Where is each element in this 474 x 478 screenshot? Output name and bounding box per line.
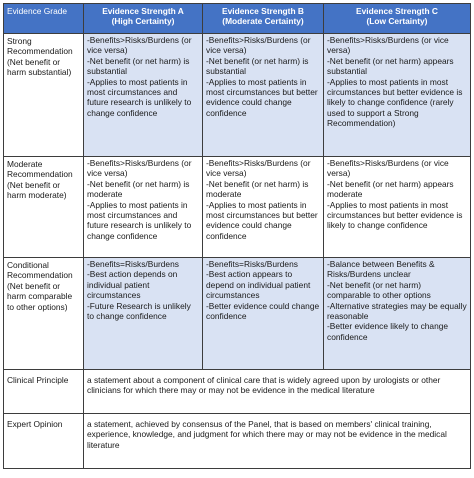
criterion: -Net benefit (or net harm) is substantial (87, 55, 190, 77)
header-evidence-grade (4, 4, 84, 34)
header-title: Evidence Strength C (356, 6, 438, 16)
grade-cell (4, 157, 84, 258)
expert-opinion-label: Expert Opinion (4, 414, 84, 469)
grade-line: harm moderate) (7, 190, 67, 201)
criterion: -Applies to most patients in most circumstances but better evidence is likely to change confidence (rarely used to support a Strong Recommendation) (327, 76, 463, 129)
grade-line: (Net benefit or (7, 179, 61, 190)
header-strength-b (203, 4, 324, 34)
criterion: -Net benefit (or net harm) is moderate (87, 178, 190, 200)
grade-line: (Net benefit or (7, 56, 61, 67)
criterion: -Applies to most patients in most circumstances but better evidence could change confidence (206, 76, 318, 118)
grade-line: Conditional (7, 260, 49, 270)
criterion: -Net benefit (or net harm) comparable to other options (327, 279, 431, 301)
row-clinical-principle (4, 370, 471, 414)
criterion: -Net benefit (or net harm) appears moderate (327, 178, 454, 200)
criterion: -Better evidence could change confidence (206, 300, 320, 322)
header-strength-a (84, 4, 203, 34)
criterion: -Applies to most patients in most circumstances and future research is unlikely to change confidence (87, 76, 192, 118)
header-subtitle: (Low Certainty) (366, 16, 428, 27)
criterion: -Net benefit (or net harm) appears substantial (327, 55, 454, 77)
criterion: -Applies to most patients in most circumstances and future research is unlikely to change confidence (87, 199, 192, 241)
criterion: -Benefits>Risks/Burdens (or vice versa) (206, 35, 311, 56)
criterion: -Benefits>Risks/Burdens (or vice versa) (327, 158, 449, 179)
criterion: -Benefits=Risks/Burdens (206, 259, 298, 269)
grade-line: (Net benefit or (7, 280, 61, 291)
criterion: -Alternative strategies may be equally reasonable (327, 300, 467, 322)
strength-b-cell (203, 34, 324, 157)
header-title: Evidence Strength A (102, 6, 184, 16)
criterion: -Best action depends on individual patient circumstances (87, 269, 178, 301)
criterion: -Best action appears to depend on individual patient circumstances (206, 269, 311, 301)
strength-c-cell (324, 157, 471, 258)
criterion: -Applies to most patients in most circumstances but better evidence is likely to change confidence (327, 199, 463, 231)
grade-line: Moderate (7, 159, 43, 169)
strength-c-cell (324, 258, 471, 370)
strength-a-cell (84, 157, 203, 258)
header-strength-c (324, 4, 471, 34)
header-subtitle: (Moderate Certainty) (222, 16, 304, 27)
grade-line: harm comparable (7, 291, 73, 302)
criterion: -Net benefit (or net harm) is substantial (206, 55, 309, 77)
criterion: -Applies to most patients in most circumstances but better evidence could change confidence (206, 199, 318, 241)
criterion: -Benefits>Risks/Burdens (or vice versa) (206, 158, 311, 179)
strength-a-cell (84, 34, 203, 157)
row-expert-opinion (4, 414, 471, 469)
criterion: -Future Research is unlikely to change confidence (87, 300, 191, 322)
criterion: -Benefits>Risks/Burdens (or vice versa) (87, 35, 192, 56)
header-label: Evidence Grade (7, 6, 68, 16)
clinical-principle-label: Clinical Principle (4, 370, 84, 414)
row-strong-recommendation (4, 34, 471, 157)
criterion: -Benefits>Risks/Burdens (or vice versa) (87, 158, 192, 179)
evidence-grading-table (3, 3, 471, 469)
clinical-principle-definition: a statement about a component of clinical care that is widely agreed upon by urologists or other clinicians for which there may or may not be evidence in the medical literature (84, 370, 471, 414)
criterion: -Better evidence likely to change confidence (327, 321, 449, 342)
strength-c-cell (324, 34, 471, 157)
grade-cell (4, 258, 84, 370)
grade-cell (4, 34, 84, 157)
header-title: Evidence Strength B (222, 6, 304, 16)
row-moderate-recommendation (4, 157, 471, 258)
criterion: -Net benefit (or net harm) is moderate (206, 178, 309, 200)
row-conditional-recommendation (4, 258, 471, 370)
grade-line: to other options) (7, 301, 68, 312)
grade-line: Recommendation (7, 270, 73, 281)
strength-a-cell (84, 258, 203, 370)
header-subtitle: (High Certainty) (111, 16, 175, 27)
header-row (4, 4, 471, 34)
criterion: -Balance between Benefits & Risks/Burdens unclear (327, 259, 435, 280)
grade-line: Recommendation (7, 169, 73, 180)
grade-line: harm substantial) (7, 67, 72, 78)
criterion: -Benefits>Risks/Burdens (or vice versa) (327, 35, 449, 56)
strength-b-cell (203, 258, 324, 370)
strength-b-cell (203, 157, 324, 258)
grade-line: Strong (7, 36, 32, 46)
grade-line: Recommendation (7, 46, 73, 57)
criterion: -Benefits=Risks/Burdens (87, 259, 179, 269)
expert-opinion-definition: a statement, achieved by consensus of the Panel, that is based on members' clinical training, experience, knowledge, and judgment for which there may or may not be evidence in the medical literature (84, 414, 471, 469)
